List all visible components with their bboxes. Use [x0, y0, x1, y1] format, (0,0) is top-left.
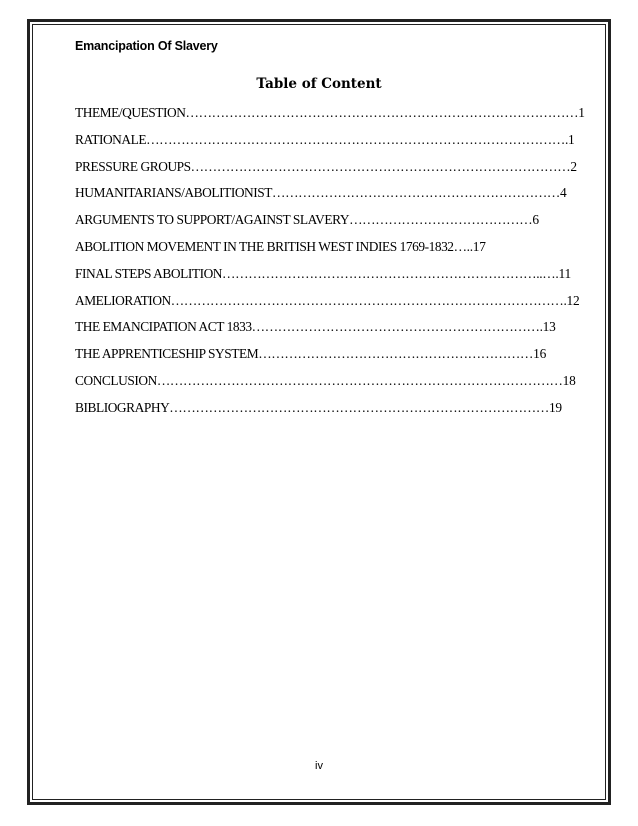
- toc-entry-leader: …………………………………………………………………………………: [156, 372, 563, 388]
- toc-entry-page: 1: [578, 105, 585, 120]
- toc-entry-page: 4: [560, 185, 567, 201]
- toc-entry-leader: ……………………………………: [349, 212, 533, 228]
- toc-entry-leader: ……………………………………………………………………………: [190, 158, 571, 174]
- toc-entry[interactable]: [75, 100, 585, 127]
- toc-entry-label: ABOLITION MOVEMENT IN THE BRITISH WEST INDIES 1769-1832: [75, 238, 454, 254]
- toc-entry-label: HUMANITARIANS/ABOLITIONIST: [75, 185, 272, 201]
- toc-entry-page: 6: [532, 212, 539, 228]
- toc-entry-label: ARGUMENTS TO SUPPORT/AGAINST SLAVERY: [75, 212, 350, 228]
- toc-entry-leader: ……………………………………………………………………………….: [170, 292, 567, 308]
- toc-entry[interactable]: [75, 127, 575, 154]
- toc-entry-label: THE APPRENTICESHIP SYSTEM: [75, 346, 259, 362]
- toc-entry-label: RATIONALE: [75, 131, 147, 147]
- toc-entry-label: FINAL STEPS ABOLITION: [75, 265, 223, 281]
- toc-entry[interactable]: [75, 314, 565, 341]
- toc-entry-label: PRESSURE GROUPS: [75, 158, 191, 174]
- toc-entry[interactable]: [75, 395, 565, 422]
- toc-entry-label: BIBLIOGRAPHY: [75, 399, 170, 415]
- toc-entry-page: 12: [566, 292, 580, 308]
- toc-list: [75, 100, 585, 422]
- toc-entry-leader: …………………………………………………………………………………….: [146, 131, 569, 147]
- toc-entry-leader: ………………………………………………………………..….: [222, 265, 559, 281]
- toc-entry-page: 17: [472, 238, 486, 254]
- toc-entry-label: CONCLUSION: [75, 372, 157, 388]
- toc-entry-label: AMELIORATION: [75, 292, 171, 308]
- toc-entry[interactable]: [75, 261, 571, 288]
- toc-entry-page: 13: [542, 319, 556, 335]
- toc-entry-page: 2: [570, 158, 577, 174]
- toc-title: Table of Content: [256, 76, 382, 92]
- toc-entry-page: 18: [562, 372, 576, 388]
- toc-entry[interactable]: [75, 368, 576, 395]
- toc-entry[interactable]: [75, 207, 565, 234]
- toc-entry[interactable]: [75, 341, 565, 368]
- toc-entry-page: 1: [568, 131, 575, 147]
- toc-entry-page: 16: [533, 346, 547, 362]
- page-number: iv: [315, 760, 323, 772]
- toc-entry[interactable]: [75, 288, 580, 315]
- toc-entry-leader: …………………………………………………………: [272, 185, 560, 201]
- toc-entry[interactable]: [75, 154, 577, 181]
- running-header: Emancipation Of Slavery: [75, 39, 218, 53]
- toc-entry[interactable]: [75, 234, 565, 261]
- toc-entry-leader: ………………………………………………………: [258, 346, 534, 362]
- toc-entry[interactable]: [75, 180, 565, 207]
- toc-entry-label: THEME/QUESTION: [75, 105, 186, 120]
- toc-entry-leader: ………………………………………………………….: [251, 319, 543, 335]
- toc-entry-label: THE EMANCIPATION ACT 1833: [75, 319, 252, 335]
- toc-entry-page: 11: [558, 265, 571, 281]
- toc-entry-leader: ………………………………………………………………………………: [185, 105, 579, 120]
- toc-entry-page: 19: [548, 399, 562, 415]
- toc-entry-leader: …..: [453, 238, 473, 254]
- toc-entry-leader: ……………………………………………………………………………: [169, 399, 549, 415]
